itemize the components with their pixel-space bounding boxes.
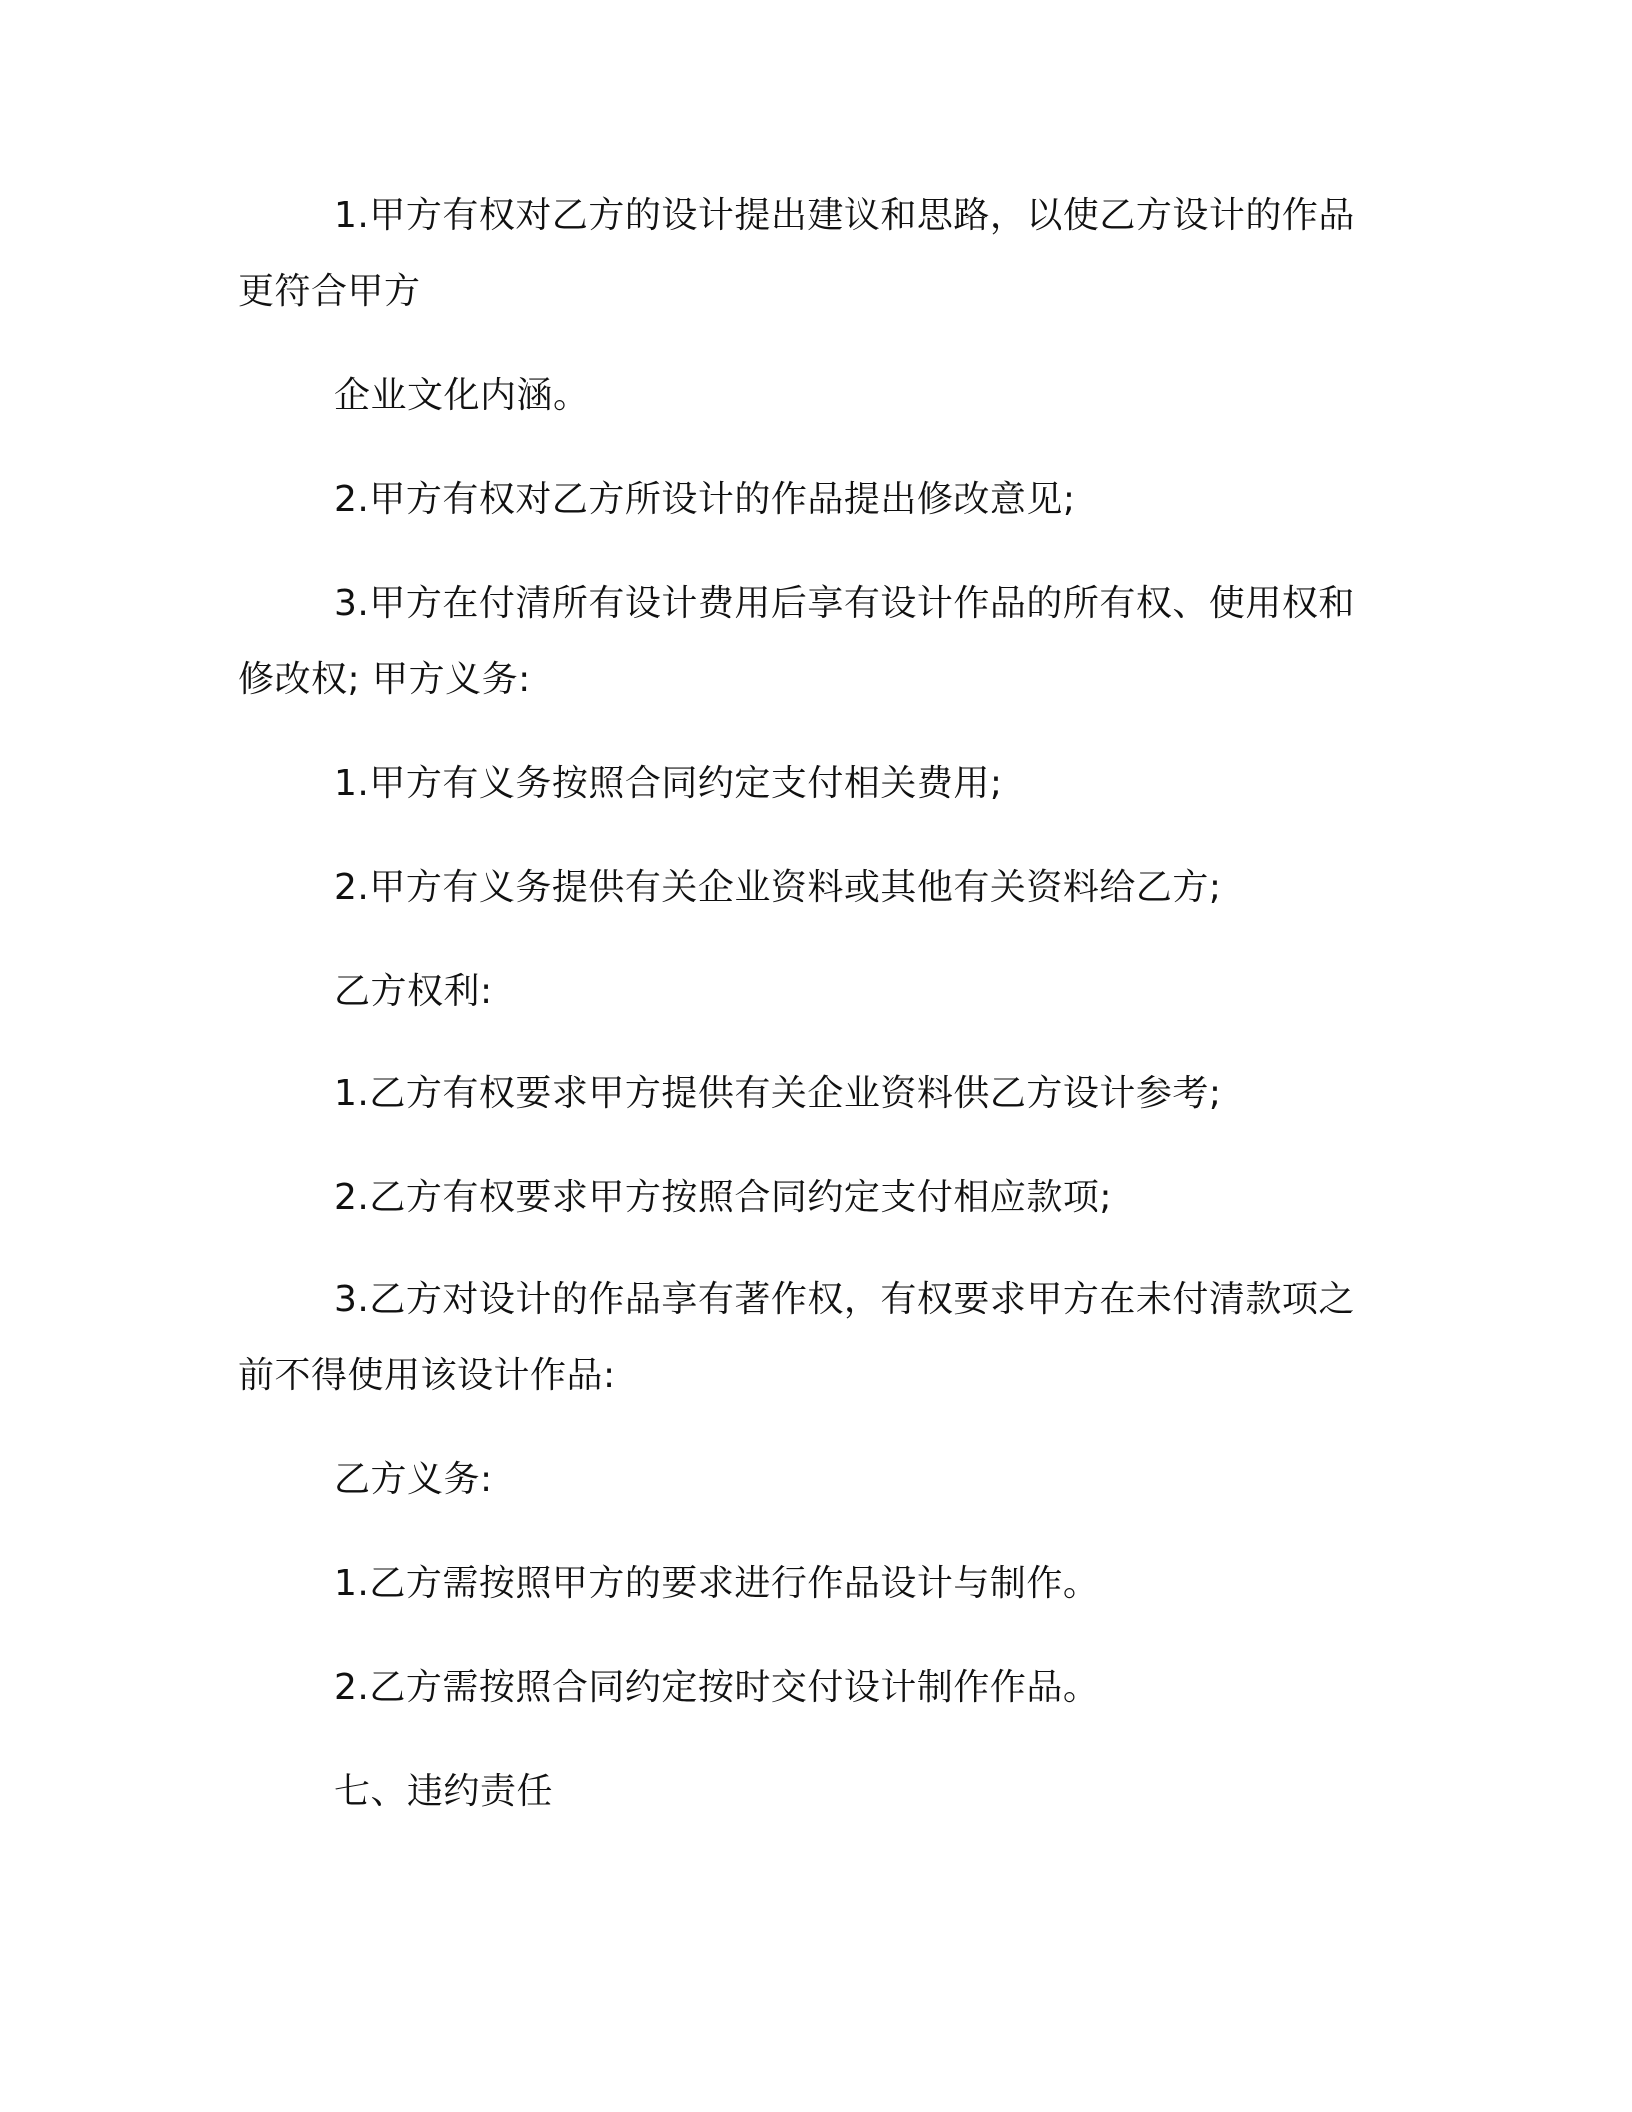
paragraph-party-a-right-3-cont: 修改权; 甲方义务: xyxy=(238,659,531,700)
paragraph-party-b-duty-2: 2.乙方需按照合同约定按时交付设计制作作品。 xyxy=(334,1667,1100,1708)
heading-breach-liability: 七、违约责任 xyxy=(334,1771,554,1812)
heading-party-b-duties: 乙方义务: xyxy=(334,1459,493,1500)
heading-party-b-rights: 乙方权利: xyxy=(334,971,493,1012)
paragraph-party-a-right-2: 2.甲方有权对乙方所设计的作品提出修改意见; xyxy=(334,479,1076,520)
paragraph-party-a-duty-1: 1.甲方有义务按照合同约定支付相关费用; xyxy=(334,763,1003,804)
paragraph-party-a-right-1: 1.甲方有权对乙方的设计提出建议和思路，以使乙方设计的作品 xyxy=(334,195,1355,236)
paragraph-party-a-right-1-cont: 更符合甲方 xyxy=(238,271,421,312)
paragraph-party-b-duty-1: 1.乙方需按照甲方的要求进行作品设计与制作。 xyxy=(334,1563,1100,1604)
paragraph-party-a-right-3: 3.甲方在付清所有设计费用后享有设计作品的所有权、使用权和 xyxy=(334,583,1355,624)
paragraph-party-a-duty-2: 2.甲方有义务提供有关企业资料或其他有关资料给乙方; xyxy=(334,867,1222,908)
paragraph-party-b-right-1: 1.乙方有权要求甲方提供有关企业资料供乙方设计参考; xyxy=(334,1073,1222,1114)
paragraph-culture: 企业文化内涵。 xyxy=(334,375,590,416)
paragraph-party-b-right-3-cont: 前不得使用该设计作品: xyxy=(238,1355,616,1396)
paragraph-party-b-right-2: 2.乙方有权要求甲方按照合同约定支付相应款项; xyxy=(334,1177,1112,1218)
paragraph-party-b-right-3: 3.乙方对设计的作品享有著作权，有权要求甲方在未付清款项之 xyxy=(334,1279,1355,1320)
